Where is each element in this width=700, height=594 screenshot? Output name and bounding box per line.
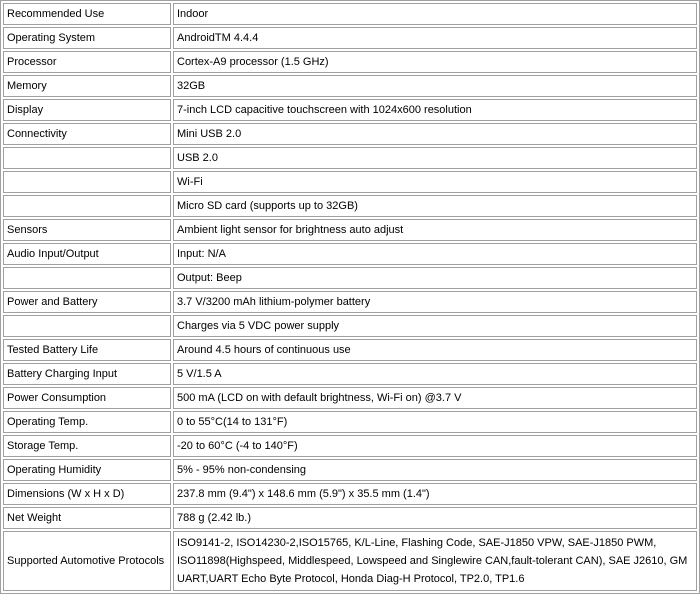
spec-label: Net Weight: [3, 507, 171, 529]
table-row: [3, 123, 697, 145]
spec-label: Display: [3, 99, 171, 121]
spec-value: USB 2.0: [173, 147, 697, 169]
table-row: [3, 531, 697, 591]
table-row: [3, 75, 697, 97]
spec-label: Operating System: [3, 27, 171, 49]
table-row: [3, 411, 697, 433]
table-row: [3, 27, 697, 49]
table-row: [3, 363, 697, 385]
spec-label: Supported Automotive Protocols: [3, 531, 171, 591]
spec-label: Battery Charging Input: [3, 363, 171, 385]
spec-value: Around 4.5 hours of continuous use: [173, 339, 697, 361]
table-row: [3, 315, 697, 337]
table-row: [3, 3, 697, 25]
table-row: [3, 507, 697, 529]
spec-value: AndroidTM 4.4.4: [173, 27, 697, 49]
spec-value: 3.7 V/3200 mAh lithium-polymer battery: [173, 291, 697, 313]
spec-value: 5% - 95% non-condensing: [173, 459, 697, 481]
spec-value: 5 V/1.5 A: [173, 363, 697, 385]
spec-label: Connectivity: [3, 123, 171, 145]
spec-value: Charges via 5 VDC power supply: [173, 315, 697, 337]
spec-value: Micro SD card (supports up to 32GB): [173, 195, 697, 217]
table-row: [3, 291, 697, 313]
spec-label: Dimensions (W x H x D): [3, 483, 171, 505]
table-row: [3, 435, 697, 457]
table-row: [3, 195, 697, 217]
spec-label: [3, 171, 171, 193]
spec-label: Processor: [3, 51, 171, 73]
spec-label: Operating Humidity: [3, 459, 171, 481]
spec-value: 7-inch LCD capacitive touchscreen with 1024x600 resolution: [173, 99, 697, 121]
spec-value: Cortex-A9 processor (1.5 GHz): [173, 51, 697, 73]
spec-label: Sensors: [3, 219, 171, 241]
table-row: [3, 459, 697, 481]
spec-value: Wi-Fi: [173, 171, 697, 193]
spec-value: 237.8 mm (9.4") x 148.6 mm (5.9") x 35.5 mm (1.4"): [173, 483, 697, 505]
spec-value: Indoor: [173, 3, 697, 25]
spec-label: [3, 267, 171, 289]
spec-label: Power Consumption: [3, 387, 171, 409]
spec-label: Power and Battery: [3, 291, 171, 313]
spec-value: 32GB: [173, 75, 697, 97]
spec-label: Recommended Use: [3, 3, 171, 25]
spec-value: Input: N/A: [173, 243, 697, 265]
table-row: [3, 267, 697, 289]
spec-value: Output: Beep: [173, 267, 697, 289]
spec-value: Mini USB 2.0: [173, 123, 697, 145]
table-row: [3, 51, 697, 73]
table-row: [3, 147, 697, 169]
table-row: [3, 387, 697, 409]
table-row: [3, 171, 697, 193]
spec-label: Storage Temp.: [3, 435, 171, 457]
spec-label: Operating Temp.: [3, 411, 171, 433]
spec-label: Tested Battery Life: [3, 339, 171, 361]
spec-value: 0 to 55°C(14 to 131°F): [173, 411, 697, 433]
spec-label: Memory: [3, 75, 171, 97]
spec-value: -20 to 60°C (-4 to 140°F): [173, 435, 697, 457]
spec-label: [3, 147, 171, 169]
table-row: [3, 339, 697, 361]
spec-label: Audio Input/Output: [3, 243, 171, 265]
spec-value: Ambient light sensor for brightness auto adjust: [173, 219, 697, 241]
table-row: [3, 243, 697, 265]
spec-label: [3, 315, 171, 337]
spec-value: 500 mA (LCD on with default brightness, Wi-Fi on) @3.7 V: [173, 387, 697, 409]
spec-value: 788 g (2.42 lb.): [173, 507, 697, 529]
spec-value: ISO9141-2, ISO14230-2,ISO15765, K/L-Line, Flashing Code, SAE-J1850 VPW, SAE-J1850 PWM, ISO11898(Highspeed, Middlespeed, Lowspeed and Singlewire CAN,fault-tolerant CAN), SAE J2610, GM UART,UART Echo Byte Protocol, Honda Diag-H Protocol, TP2.0, TP1.6: [173, 531, 697, 591]
table-row: [3, 99, 697, 121]
spec-label: [3, 195, 171, 217]
table-row: [3, 483, 697, 505]
table-row: [3, 219, 697, 241]
